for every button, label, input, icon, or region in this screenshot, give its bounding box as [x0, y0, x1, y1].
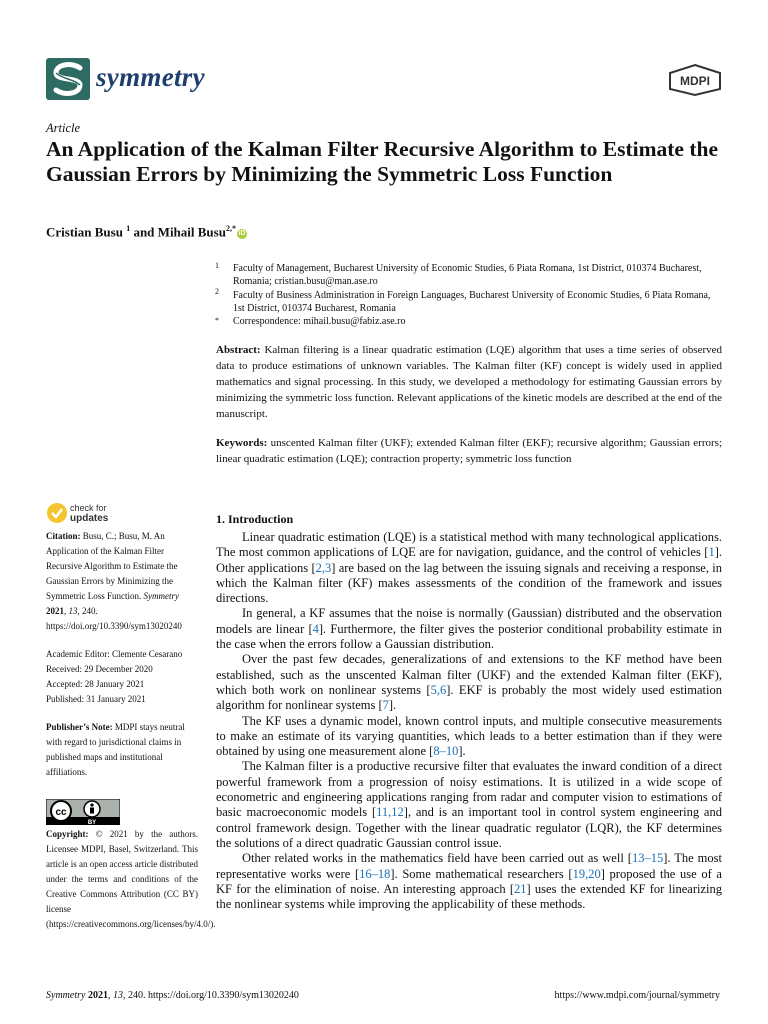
- citation-text: Busu, C.; Busu, M. An Application of the Kalman Filter Recursive Algorithm to Estimate the Gaussian Errors by Minimizing the Symmetric Loss Function.: [46, 531, 178, 601]
- affiliation-1-number: 1: [215, 261, 219, 270]
- journal-logo-icon: [46, 58, 90, 100]
- publisher-name: MDPI: [680, 74, 710, 88]
- citation-link[interactable]: 21: [514, 881, 527, 896]
- citation-block: Citation: Busu, C.; Busu, M. An Application of the Kalman Filter Recursive Algorithm to Estimate the Gaussian Errors by Minimizing the Symmetric Loss Function. Symmetry 2021, 13, 240. https://doi.org/10.3390/sym13020240: [46, 531, 182, 631]
- keywords-text: unscented Kalman filter (UKF); extended Kalman filter (EKF); recursive algorithm; Gaussian errors; linear quadratic estimation (LQE); contraction property; symmetric loss function: [216, 437, 722, 465]
- paragraph-5: The Kalman filter is a productive recursive filter that evaluates the inward condition of a direct powerful framework from a progression of noisy estimations. It is utilized in a wide scope of econometric and engineering applications ranging from radar and computer vision to estimations of basic macroeconomic models [11,12], and is an important tool in control system engineering and control framework design. Together with the linear quadratic regulator (LQR), the KF determines the solutions of a direct quadratic Gaussian control issue.: [216, 759, 722, 850]
- body-text: [216, 530, 722, 912]
- accepted-date: Accepted: 28 January 2021: [46, 679, 145, 689]
- check-line-2: updates: [70, 513, 109, 524]
- abstract: [216, 342, 722, 422]
- publisher-note-text: MDPI stays neutral with regard to jurisdictional claims in published maps and institutional affiliations.: [46, 722, 185, 777]
- author-1[interactable]: Cristian Busu: [46, 224, 123, 240]
- citation-link[interactable]: 4: [312, 621, 319, 636]
- citation-link[interactable]: 11,12: [376, 805, 404, 820]
- citation-doi[interactable]: , 240. https://doi.org/10.3390/sym13020240: [46, 606, 182, 631]
- citation-link[interactable]: 19,20: [572, 866, 601, 881]
- abstract-label: Abstract:: [216, 344, 261, 356]
- publisher-note: [46, 720, 198, 780]
- correspondence: Correspondence: mihail.busu@fabiz.ase.ro: [233, 316, 406, 327]
- citation-link[interactable]: 13–15: [631, 851, 664, 866]
- affiliation-2-number: 2: [215, 287, 219, 296]
- citation-year: 2021: [46, 606, 64, 616]
- author-conjunction: and: [133, 224, 155, 240]
- journal-name: symmetry: [96, 62, 205, 92]
- citation-journal: Symmetry: [143, 591, 179, 601]
- section-heading: 1. Introduction: [216, 512, 294, 526]
- citation-link[interactable]: 16–18: [359, 866, 391, 881]
- citation-link[interactable]: 2,3: [315, 560, 332, 575]
- affiliation-2: Faculty of Business Administration in Foreign Languages, Bucharest University of Economic Studies, 6 Piata Romana, 1st District, 010374 Bucharest, Romania: [233, 290, 711, 314]
- orcid-icon[interactable]: iD: [238, 230, 246, 238]
- cc-by-license-icon[interactable]: [46, 799, 120, 825]
- citation-link[interactable]: 1: [708, 545, 715, 560]
- author-2-affiliation: 2,*: [225, 224, 236, 233]
- footer-doi[interactable]: , 240. https://doi.org/10.3390/sym13020240: [122, 990, 299, 1001]
- paragraph-4: The KF uses a dynamic model, known control inputs, and multiple consecutive measurements to make an estimate of its varying quantities, which leads to a better estimation than if they were obtained by using one measurement alone [8–10].: [216, 713, 722, 759]
- cc-text: cc: [55, 807, 67, 818]
- footer-journal-url[interactable]: https://www.mdpi.com/journal/symmetry: [554, 990, 720, 1001]
- citation-label: Citation:: [46, 531, 81, 541]
- publisher-note-label: Publisher’s Note:: [46, 722, 113, 732]
- copyright-label: Copyright:: [46, 829, 89, 839]
- academic-editor: Academic Editor: Clemente Cesarano: [46, 649, 183, 659]
- author-1-affiliation: 1: [126, 224, 131, 233]
- author-2[interactable]: Mihail Busu: [157, 224, 226, 240]
- paragraph-2: In general, a KF assumes that the noise is normally (Gaussian) distributed and the observation models are linear [4]. Furthermore, the filter gives the posterior conditional probability estimate in the case when the errors follow a Gaussian distribution.: [216, 606, 723, 652]
- received-date: Received: 29 December 2020: [46, 664, 153, 674]
- abstract-text: Kalman filtering is a linear quadratic estimation (LQE) algorithm that uses a time series of observed data to produce estimations of unknown variables. The Kalman filter (KF) concept is widely used in applied mathematics and signal processing. In this study, we developed a methodology for estimating Gaussian errors by minimizing the symmetric loss function. Relevant applications of the kinetic models are described at the end of the manuscript.: [216, 344, 723, 420]
- article-dates: [46, 647, 198, 707]
- correspondence-marker: *: [215, 316, 219, 325]
- publisher-logo-icon[interactable]: [668, 63, 722, 97]
- check-line-1: check for: [70, 503, 107, 513]
- copyright-block: [46, 827, 216, 932]
- keywords-label: Keywords:: [216, 437, 268, 449]
- article-type: Article: [46, 121, 81, 135]
- check-for-updates[interactable]: [70, 503, 108, 524]
- copyright-text: © 2021 by the authors. Licensee MDPI, Basel, Switzerland. This article is an open access article distributed under the terms and conditions of the Creative Commons Attribution (CC BY) license (https://creativecommons.org/licenses/by/4.0/).: [46, 829, 216, 929]
- paragraph-3: Over the past few decades, generalizations of and extensions to the KF method have been established, such as the unscented Kalman filter (UKF) and the extended Kalman filter (EKF), which both work on nonlinear systems [5,6]. EKF is probably the most widely used estimation algorithm for nonlinear systems [7].: [216, 652, 723, 713]
- footer-citation: Symmetry 2021, 13, 240. https://doi.org/10.3390/sym13020240: [46, 990, 299, 1001]
- footer-year: 2021: [87, 990, 108, 1001]
- keywords: [216, 435, 722, 467]
- citation-link[interactable]: 5,6: [430, 682, 447, 697]
- check-for-updates-icon[interactable]: [46, 502, 68, 524]
- footer-journal: Symmetry: [46, 990, 86, 1001]
- published-date: Published: 31 January 2021: [46, 694, 146, 704]
- paragraph-1: Linear quadratic estimation (LQE) is a statistical method with many technological applications. The most common applications of LQE are for navigation, guidance, and the control of vehicles [1]. Other applications [2,3] are based on the lag between the issuing signals and receiving a response, in which the Kalman filter (KF) makes assessments of the condition of the framework and issues directions.: [216, 530, 722, 606]
- citation-volume: 13: [68, 606, 78, 616]
- paragraph-6: Other related works in the mathematics field have been carried out as well [13–15]. The most representative works were [16–18]. Some mathematical researchers [19,20] proposed the use of a KF for the elimination of noise. An interesting approach [21] uses the extended KF for linearizing the nonlinear systems while improving the applicability of these methods.: [216, 851, 722, 912]
- article-title: An Application of the Kalman Filter Recursive Algorithm to Estimate the Gaussian Errors by Minimizing the Symmetric Loss Function: [46, 137, 719, 186]
- affiliation-1: Faculty of Management, Bucharest University of Economic Studies, 6 Piata Romana, 1st District, 010374 Bucharest, Romania; cristian.busu@man.ase.ro: [233, 263, 702, 287]
- cc-by-text: BY: [87, 820, 97, 825]
- citation-link[interactable]: 8–10: [433, 744, 459, 759]
- footer-volume: 13: [112, 990, 123, 1001]
- citation-link[interactable]: 7: [382, 698, 389, 713]
- author-line: [46, 224, 247, 240]
